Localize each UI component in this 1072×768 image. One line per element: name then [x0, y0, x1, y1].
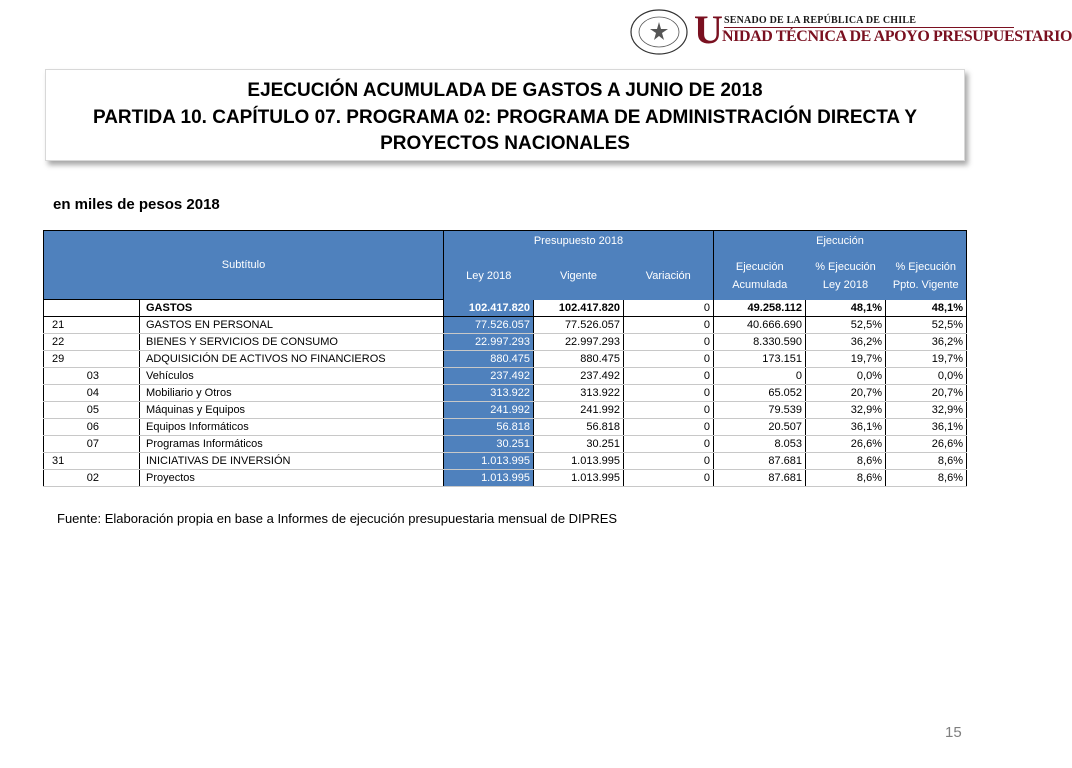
- header-variacion: Variación: [624, 252, 714, 300]
- table-row: [44, 368, 967, 385]
- table-row: [44, 351, 967, 368]
- row-pct-vigente: 36,2%: [886, 334, 967, 351]
- row-variacion: 0: [624, 317, 714, 334]
- row-variacion: 0: [624, 419, 714, 436]
- table-row: [44, 385, 967, 402]
- row-variacion: 0: [624, 453, 714, 470]
- title-line-3: PROYECTOS NACIONALES: [380, 133, 630, 154]
- row-variacion: 0: [624, 470, 714, 487]
- header-pct-vig-line1: % Ejecución: [895, 260, 957, 273]
- row-vigente: 241.992: [534, 402, 624, 419]
- header-presupuesto: Presupuesto 2018: [444, 231, 714, 252]
- row-pct-ley: 20,7%: [806, 385, 886, 402]
- row-ejecucion: 79.539: [714, 402, 806, 419]
- total-pct-ley: 48,1%: [806, 300, 886, 317]
- row-code: 02: [44, 470, 140, 487]
- row-ejecucion: 87.681: [714, 470, 806, 487]
- header-pct-ley: [806, 252, 886, 300]
- row-label: Proyectos: [140, 470, 444, 487]
- row-pct-vigente: 19,7%: [886, 351, 967, 368]
- row-code: 03: [44, 368, 140, 385]
- row-ejecucion: 20.507: [714, 419, 806, 436]
- row-pct-ley: 8,6%: [806, 453, 886, 470]
- title-line-1: EJECUCIÓN ACUMULADA DE GASTOS A JUNIO DE 2018: [247, 80, 763, 101]
- total-label: GASTOS: [140, 300, 444, 317]
- row-ejecucion: 8.330.590: [714, 334, 806, 351]
- row-code: 07: [44, 436, 140, 453]
- row-code: 21: [44, 317, 140, 334]
- units-label: en miles de pesos 2018: [53, 196, 220, 213]
- header-ejec-acum-line2: Acumulada: [732, 278, 788, 291]
- row-vigente: 22.997.293: [534, 334, 624, 351]
- table-row: [44, 317, 967, 334]
- row-vigente: 880.475: [534, 351, 624, 368]
- row-ejecucion: 40.666.690: [714, 317, 806, 334]
- row-variacion: 0: [624, 385, 714, 402]
- row-ley: 56.818: [444, 419, 534, 436]
- row-label: Máquinas y Equipos: [140, 402, 444, 419]
- row-code: 22: [44, 334, 140, 351]
- header-pct-vig-line2: Ppto. Vigente: [892, 278, 959, 291]
- row-vigente: 77.526.057: [534, 317, 624, 334]
- row-vigente: 313.922: [534, 385, 624, 402]
- row-pct-vigente: 52,5%: [886, 317, 967, 334]
- row-code: 04: [44, 385, 140, 402]
- page-number: 15: [945, 724, 962, 741]
- row-pct-vigente: 20,7%: [886, 385, 967, 402]
- total-vigente: 102.417.820: [534, 300, 624, 317]
- row-pct-ley: 52,5%: [806, 317, 886, 334]
- row-ley: 1.013.995: [444, 453, 534, 470]
- total-ejecucion: 49.258.112: [714, 300, 806, 317]
- source-text: : Elaboración propia en base a Informes de ejecución presupuestaria mensual de DIPRES: [97, 511, 618, 526]
- row-ley: 313.922: [444, 385, 534, 402]
- header-pct-vigente: [886, 252, 967, 300]
- row-ley: 77.526.057: [444, 317, 534, 334]
- table-row: [44, 436, 967, 453]
- row-label: Mobiliario y Otros: [140, 385, 444, 402]
- row-ejecucion: 65.052: [714, 385, 806, 402]
- row-label: INICIATIVAS DE INVERSIÓN: [140, 453, 444, 470]
- source-note: [57, 511, 617, 526]
- row-ejecucion: 87.681: [714, 453, 806, 470]
- row-code: 31: [44, 453, 140, 470]
- header-ejec-acum-line1: Ejecución: [735, 260, 784, 273]
- row-pct-ley: 19,7%: [806, 351, 886, 368]
- row-vigente: 30.251: [534, 436, 624, 453]
- row-pct-ley: 36,1%: [806, 419, 886, 436]
- row-ley: 22.997.293: [444, 334, 534, 351]
- header-ejecucion-acumulada: [714, 252, 806, 300]
- row-label: ADQUISICIÓN DE ACTIVOS NO FINANCIEROS: [140, 351, 444, 368]
- header-subtitulo: Subtítulo: [44, 231, 444, 300]
- source-label: Fuente: [57, 511, 98, 526]
- table-row: [44, 402, 967, 419]
- total-ley: 102.417.820: [444, 300, 534, 317]
- row-vigente: 1.013.995: [534, 470, 624, 487]
- row-variacion: 0: [624, 436, 714, 453]
- table-row: [44, 334, 967, 351]
- row-ejecucion: 8.053: [714, 436, 806, 453]
- table-row: [44, 453, 967, 470]
- row-vigente: 237.492: [534, 368, 624, 385]
- row-variacion: 0: [624, 351, 714, 368]
- table-row-total: [44, 300, 967, 317]
- total-pct-vigente: 48,1%: [886, 300, 967, 317]
- row-pct-vigente: 0,0%: [886, 368, 967, 385]
- title-line-2: PARTIDA 10. CAPÍTULO 07. PROGRAMA 02: PROGRAMA DE ADMINISTRACIÓN DIRECTA Y: [92, 106, 918, 128]
- row-vigente: 1.013.995: [534, 453, 624, 470]
- row-label: GASTOS EN PERSONAL: [140, 317, 444, 334]
- row-pct-ley: 0,0%: [806, 368, 886, 385]
- row-pct-ley: 32,9%: [806, 402, 886, 419]
- row-label: Programas Informáticos: [140, 436, 444, 453]
- row-ley: 241.992: [444, 402, 534, 419]
- row-code: 06: [44, 419, 140, 436]
- row-ley: 1.013.995: [444, 470, 534, 487]
- row-pct-vigente: 8,6%: [886, 470, 967, 487]
- row-ejecucion: 173.151: [714, 351, 806, 368]
- row-pct-vigente: 32,9%: [886, 402, 967, 419]
- row-pct-ley: 36,2%: [806, 334, 886, 351]
- row-vigente: 56.818: [534, 419, 624, 436]
- row-pct-ley: 26,6%: [806, 436, 886, 453]
- header-ley: Ley 2018: [444, 252, 534, 300]
- header-pct-ley-line2: Ley 2018: [822, 278, 869, 291]
- row-pct-vigente: 26,6%: [886, 436, 967, 453]
- logo-unit-name: NIDAD TÉCNICA DE APOYO PRESUPUESTARIO: [722, 28, 1072, 45]
- row-ley: 880.475: [444, 351, 534, 368]
- row-variacion: 0: [624, 402, 714, 419]
- row-ley: 237.492: [444, 368, 534, 385]
- header-vigente: Vigente: [534, 252, 624, 300]
- total-code: [44, 300, 140, 317]
- header-pct-ley-line1: % Ejecución: [815, 260, 876, 273]
- row-label: Vehículos: [140, 368, 444, 385]
- row-variacion: 0: [624, 334, 714, 351]
- table-row: [44, 419, 967, 436]
- logo-senate-line: SENADO DE LA REPÚBLICA DE CHILE: [724, 15, 917, 26]
- row-pct-ley: 8,6%: [806, 470, 886, 487]
- row-code: 29: [44, 351, 140, 368]
- row-ejecucion: 0: [714, 368, 806, 385]
- row-label: Equipos Informáticos: [140, 419, 444, 436]
- row-variacion: 0: [624, 368, 714, 385]
- header-ejecucion: Ejecución: [714, 231, 967, 252]
- row-ley: 30.251: [444, 436, 534, 453]
- table-row: [44, 470, 967, 487]
- senate-seal-logo: [630, 8, 688, 56]
- logo-letter: U: [694, 7, 723, 52]
- total-variacion: 0: [624, 300, 714, 317]
- row-label: BIENES Y SERVICIOS DE CONSUMO: [140, 334, 444, 351]
- row-pct-vigente: 8,6%: [886, 453, 967, 470]
- row-pct-vigente: 36,1%: [886, 419, 967, 436]
- title-box: [45, 69, 965, 161]
- row-code: 05: [44, 402, 140, 419]
- budget-table: [43, 230, 967, 487]
